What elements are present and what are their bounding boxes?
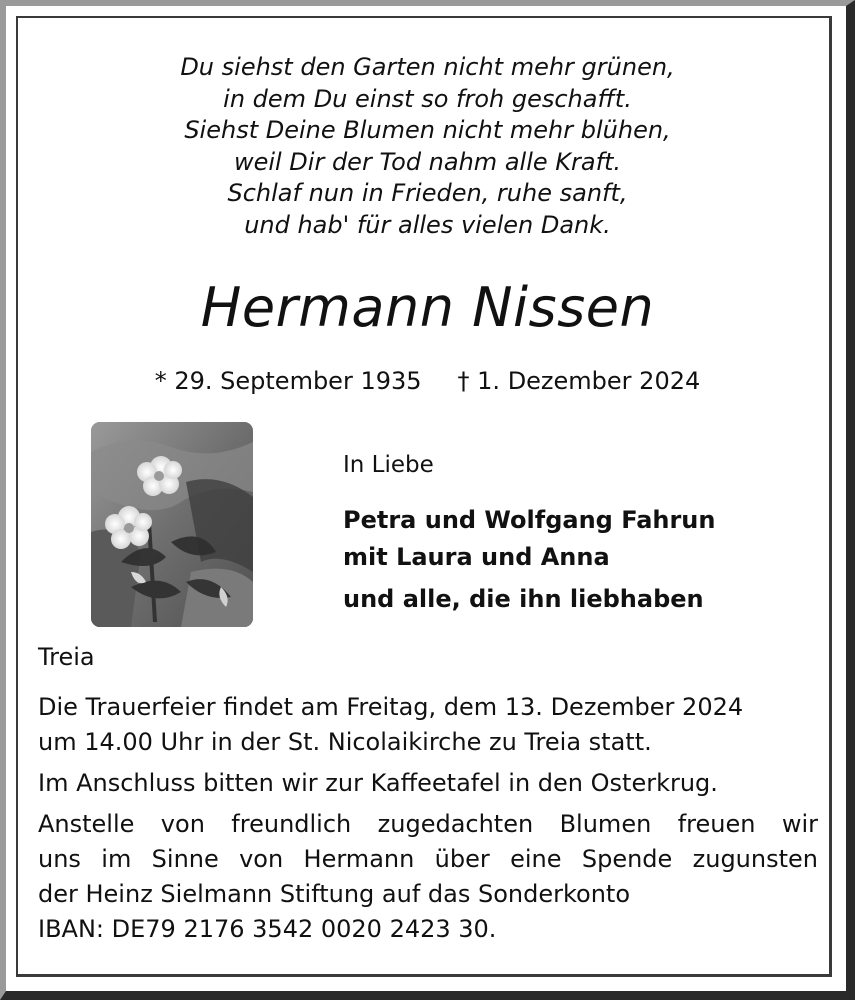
- service-line: um 14.00 Uhr in der St. Nicolaikirche zu Treia statt.: [38, 728, 652, 756]
- family-line: mit Laura und Anna: [343, 543, 610, 571]
- deceased-name: Hermann Nissen: [200, 276, 655, 339]
- in-love-label: In Liebe: [343, 452, 434, 478]
- reception-line: Im Anschluss bitten wir zur Kaffeetafel in den Osterkrug.: [38, 769, 718, 797]
- announcement-text: [38, 690, 818, 953]
- poem-line: Du siehst den Garten nicht mehr grünen,: [180, 53, 675, 81]
- service-line: Die Trauerfeier findet am Freitag, dem 13. Dezember 2024: [38, 693, 744, 721]
- city: Treia: [38, 643, 95, 671]
- family-names: [343, 502, 715, 618]
- donation-line: Anstelle von freundlich zugedachten Blumen freuen wir: [38, 810, 818, 838]
- life-dates: [0, 367, 855, 395]
- family-line: und alle, die ihn liebhaben: [343, 585, 704, 613]
- poem-line: und hab' für alles vielen Dank.: [244, 210, 611, 239]
- poem-line: Siehst Deine Blumen nicht mehr blühen,: [184, 116, 671, 145]
- poem-line: weil Dir der Tod nahm alle Kraft.: [233, 147, 622, 176]
- flower-photo: [91, 422, 253, 627]
- service-paragraph: [38, 690, 818, 760]
- poem-line: in dem Du einst so froh geschafft.: [223, 84, 632, 113]
- poem: [0, 52, 855, 242]
- birth-date: * 29. September 1935: [154, 367, 422, 395]
- iban: IBAN: DE79 2176 3542 0020 2423 30.: [38, 915, 497, 943]
- reception-paragraph: [38, 766, 818, 801]
- donation-paragraph: [38, 807, 818, 947]
- family-line: Petra und Wolfgang Fahrun: [343, 506, 716, 534]
- donation-line: der Heinz Sielmann Stiftung auf das Sonderkonto: [38, 880, 631, 908]
- donation-line: uns im Sinne von Hermann über eine Spende zugunsten: [38, 845, 818, 873]
- poem-line: Schlaf nun in Frieden, ruhe sanft,: [227, 179, 628, 208]
- death-date: † 1. Dezember 2024: [457, 367, 701, 395]
